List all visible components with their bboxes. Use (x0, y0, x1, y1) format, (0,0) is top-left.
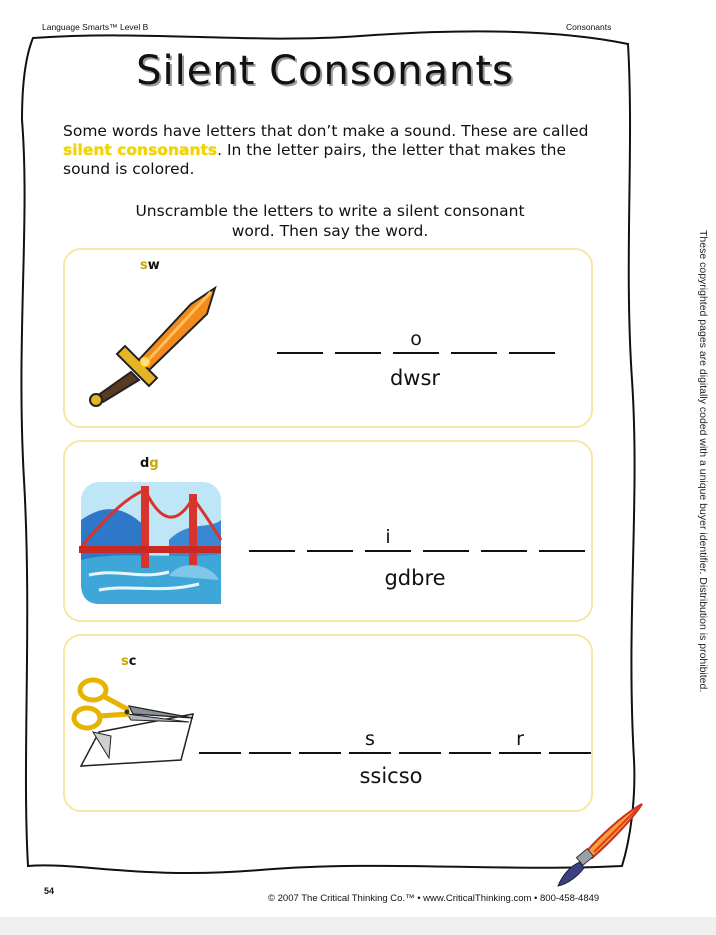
answer-blank[interactable] (481, 526, 527, 552)
pair-colored-letter: g (149, 456, 159, 471)
answer-blank[interactable] (349, 728, 391, 754)
exercise-card-sword (63, 248, 593, 428)
answer-blank[interactable] (249, 728, 291, 754)
pair-plain-letter: c (128, 654, 137, 669)
pair-plain-letter: d (140, 456, 150, 471)
paintbrush-icon (552, 800, 648, 890)
pair-colored-letter: s (121, 654, 129, 669)
intro-part2: . In the letter pairs, the letter that makes the sound is colored. (63, 141, 567, 178)
bottom-strip (0, 917, 716, 935)
answer-blank[interactable] (451, 328, 497, 354)
intro-part1: Some words have letters that don’t make a sound. These are called (63, 122, 589, 140)
letter-pair (140, 456, 159, 471)
pair-plain-letter: w (147, 258, 160, 273)
answer-blank[interactable] (307, 526, 353, 552)
answer-blank[interactable] (499, 728, 541, 754)
exercise-card-bridge (63, 440, 593, 622)
answer-blanks (249, 526, 585, 552)
given-letter: i (385, 526, 391, 548)
header-series-label: Language Smarts™ Level B (42, 22, 149, 32)
sword-icon (87, 284, 217, 409)
intro-text (63, 122, 593, 179)
answer-blank[interactable] (299, 728, 341, 754)
letter-pair (121, 654, 136, 669)
scissors-icon (69, 674, 199, 774)
page-number: 54 (44, 886, 55, 896)
footer-copyright: © 2007 The Critical Thinking Co.™ • www.CriticalThinking.com • 800-458-4849 (268, 893, 600, 904)
answer-blanks (199, 728, 591, 754)
answer-blank[interactable] (249, 526, 295, 552)
header-topic-label: Consonants (566, 22, 612, 32)
given-letter: o (410, 328, 422, 350)
letter-pair (140, 258, 160, 273)
answer-blank[interactable] (399, 728, 441, 754)
answer-blank[interactable] (549, 728, 591, 754)
answer-blank[interactable] (335, 328, 381, 354)
answer-blank[interactable] (509, 328, 555, 354)
given-letter: s (365, 728, 375, 750)
answer-blank[interactable] (423, 526, 469, 552)
answer-blank[interactable] (199, 728, 241, 754)
answer-blank[interactable] (449, 728, 491, 754)
intro-highlight: silent consonants (63, 141, 218, 159)
pair-colored-letter: s (140, 258, 148, 273)
scrambled-letters: dwsr (389, 366, 441, 390)
bridge-icon (79, 480, 223, 606)
answer-blank[interactable] (539, 526, 585, 552)
given-letter: r (516, 728, 524, 750)
answer-blank[interactable] (365, 526, 411, 552)
answer-blanks (277, 328, 555, 354)
scrambled-letters: gdbre (384, 566, 446, 590)
scrambled-letters: ssicso (359, 764, 423, 788)
answer-blank[interactable] (277, 328, 323, 354)
instructions-text: Unscramble the letters to write a silent consonant word. Then say the word. (135, 202, 525, 240)
page-title: Silent Consonants (136, 48, 514, 94)
answer-blank[interactable] (393, 328, 439, 354)
copyright-side-note: These copyrighted pages are digitally coded with a unique buyer identifier. Distribution is prohibited. (697, 230, 709, 693)
exercise-card-scissors (63, 634, 593, 812)
